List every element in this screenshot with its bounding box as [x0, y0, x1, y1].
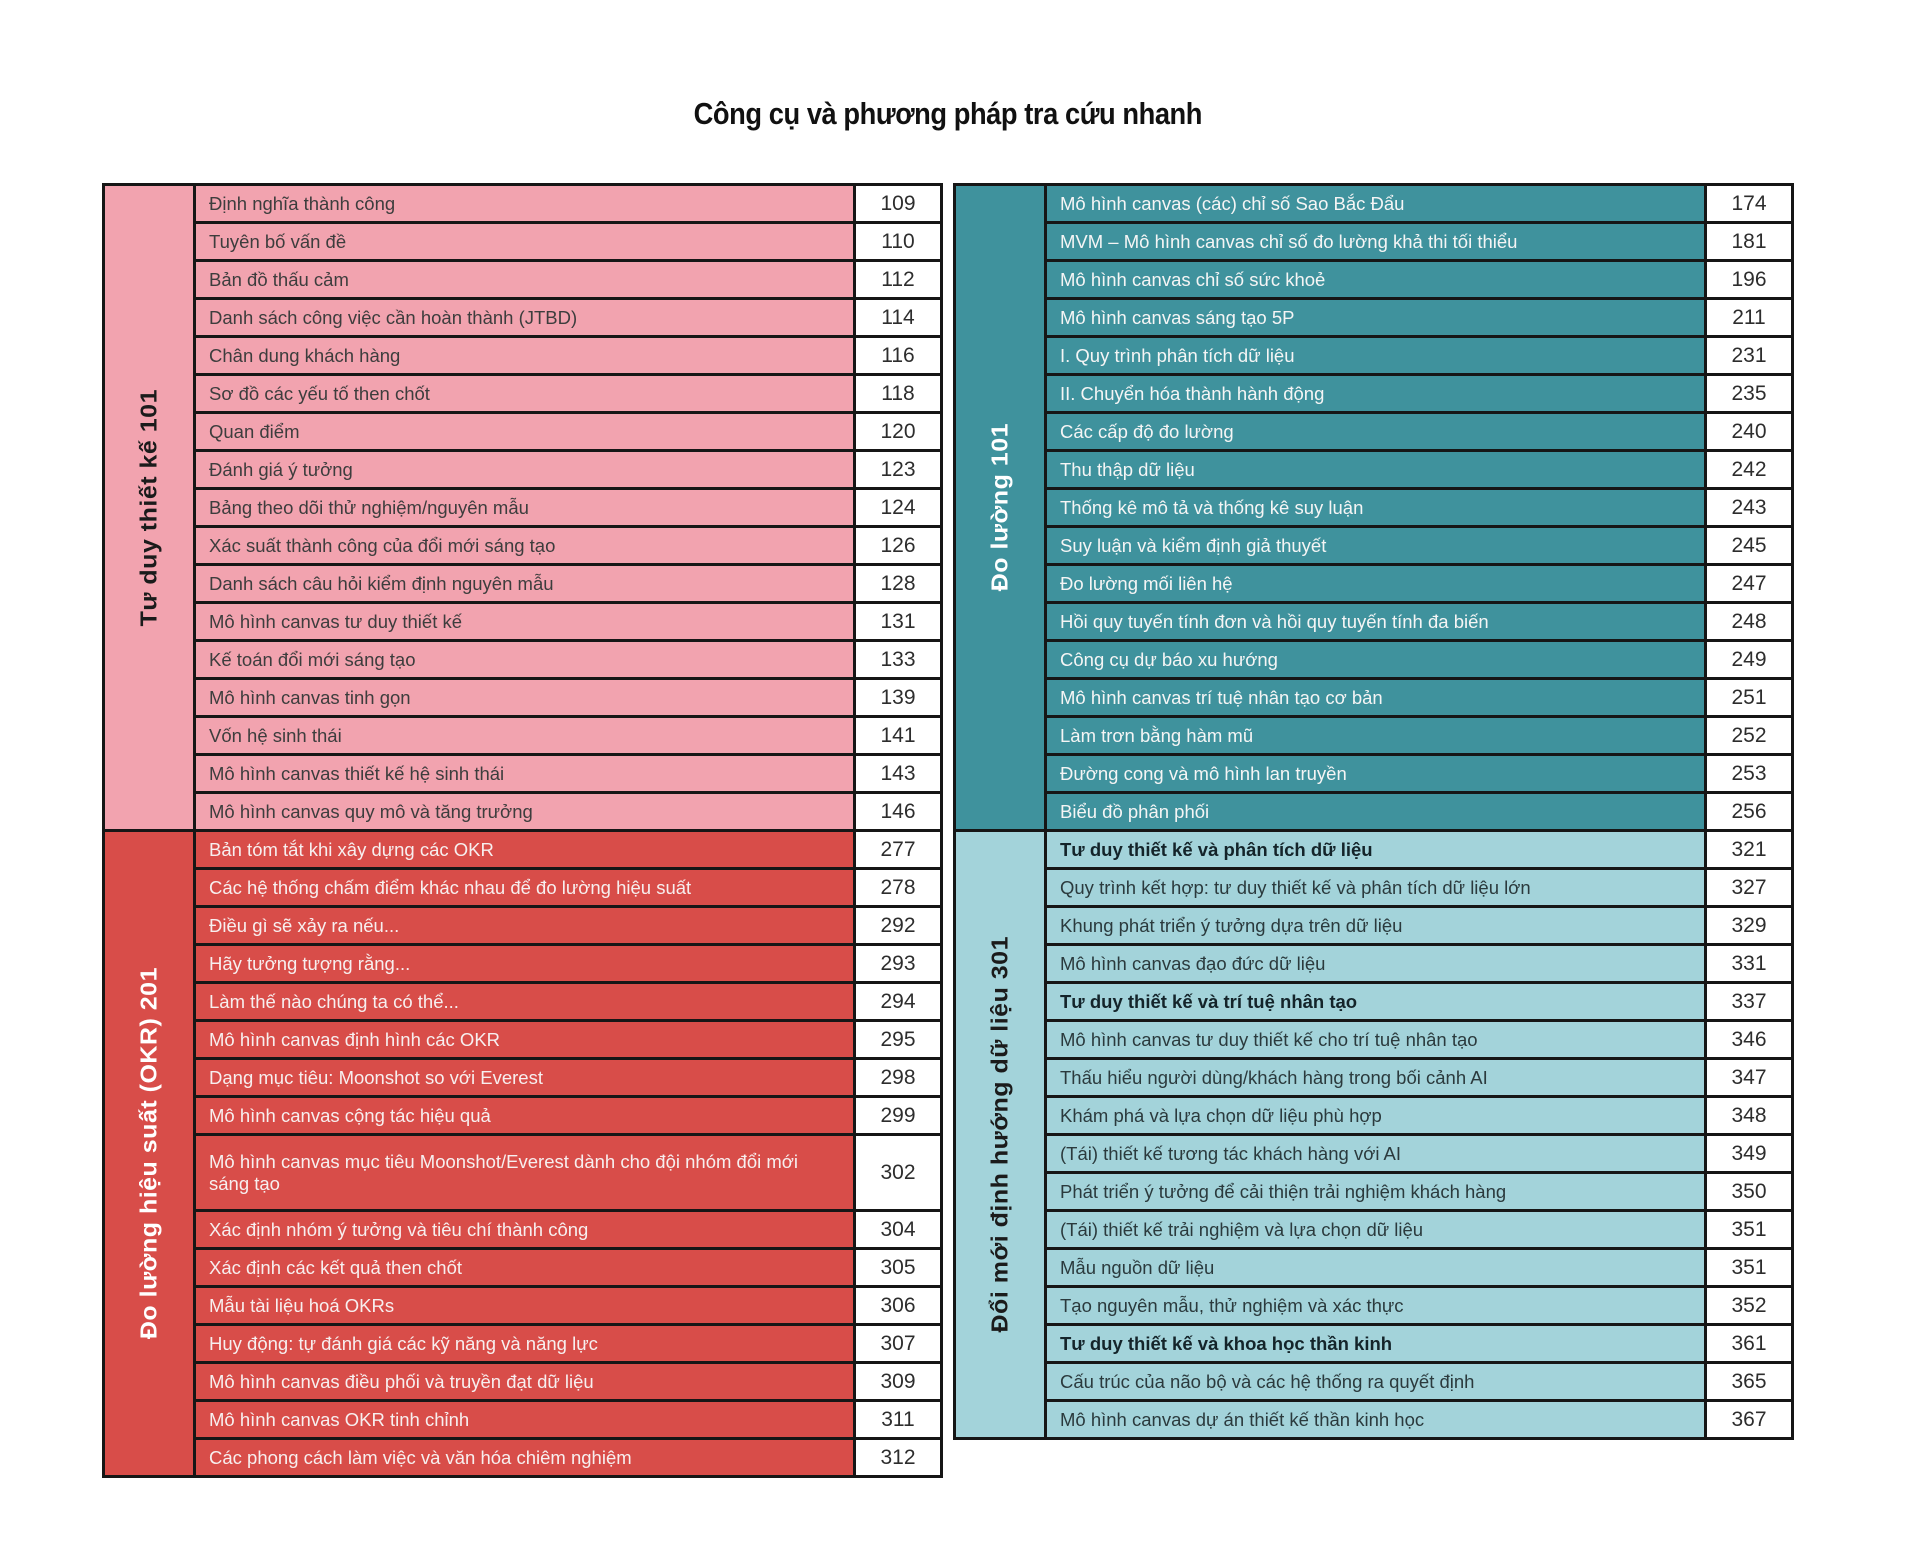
- toc-entry: [1047, 186, 1704, 221]
- page-number-cell: [1707, 1364, 1791, 1399]
- toc-entry-title: Mô hình canvas quy mô và tăng trưởng: [209, 800, 533, 822]
- toc-entry-title: Xác định các kết quả then chốt: [209, 1256, 463, 1278]
- page-number: 311: [881, 1407, 915, 1431]
- toc-entry-title: Mô hình canvas tư duy thiết kế cho trí tuệ nhân tạo: [1060, 1028, 1478, 1050]
- toc-entry: [1047, 794, 1704, 829]
- toc-entry-title: Các phong cách làm việc và văn hóa chiêm nghiệm: [209, 1446, 632, 1468]
- page-number-cell: [856, 1288, 940, 1323]
- toc-entry: [196, 1136, 853, 1209]
- page-number-cell: [1707, 1212, 1791, 1247]
- page-number: 352: [1731, 1293, 1767, 1317]
- page-number-cell: [856, 1212, 940, 1247]
- page-number-cell: [1707, 718, 1791, 753]
- page-number-cell: [856, 946, 940, 981]
- page-number: 128: [880, 571, 916, 595]
- page-number-cell: [1707, 870, 1791, 905]
- toc-entry: [196, 566, 853, 601]
- toc-entry: [1047, 376, 1704, 411]
- page-number-cell: [856, 1364, 940, 1399]
- page-number-cell: [856, 1440, 940, 1475]
- toc-entry: [196, 376, 853, 411]
- page-number: 240: [1731, 419, 1767, 443]
- page-number-cell: [1707, 262, 1791, 297]
- section-title-text: Đo lường 101: [986, 423, 1013, 592]
- toc-entry-title: Cấu trúc của não bộ và các hệ thống ra quyết định: [1060, 1370, 1475, 1392]
- page-number: 346: [1731, 1027, 1767, 1051]
- page-number-cell: [1707, 1250, 1791, 1285]
- page-number-cell: [856, 604, 940, 639]
- page-number: 124: [880, 495, 916, 519]
- toc-entry: [1047, 946, 1704, 981]
- page-number: 235: [1731, 381, 1767, 405]
- toc-entry: [1047, 1288, 1704, 1323]
- toc-entry-title: Đo lường mối liên hệ: [1060, 572, 1233, 594]
- page-number: 327: [1731, 875, 1767, 899]
- toc-entry: [196, 1022, 853, 1057]
- toc-entry-title: Mô hình canvas (các) chỉ số Sao Bắc Đẩu: [1060, 192, 1405, 214]
- page-number-cell: [1707, 490, 1791, 525]
- page-number-cell: [1707, 832, 1791, 867]
- page-number: 248: [1731, 609, 1767, 633]
- toc-entry-title: Quan điểm: [209, 420, 300, 442]
- page-number-cell: [856, 870, 940, 905]
- toc-entry-title: Đánh giá ý tưởng: [209, 458, 353, 480]
- page-number-cell: [856, 680, 940, 715]
- toc-entry-title: Dạng mục tiêu: Moonshot so với Everest: [209, 1066, 543, 1088]
- toc-entry-title: Khung phát triển ý tưởng dựa trên dữ liệu: [1060, 914, 1403, 936]
- toc-entry-title: Phát triển ý tưởng để cải thiện trải nghiệm khách hàng: [1060, 1180, 1507, 1202]
- page-number-cell: [856, 414, 940, 449]
- toc-entry: [196, 946, 853, 981]
- page-number: 321: [1731, 837, 1767, 861]
- toc-entry: [196, 1250, 853, 1285]
- page-number: 123: [880, 457, 916, 481]
- page-number-cell: [1707, 604, 1791, 639]
- page-number-cell: [1707, 224, 1791, 259]
- page-number: 331: [1731, 951, 1767, 975]
- toc-entry: [196, 1402, 853, 1437]
- toc-entry: [1047, 1136, 1704, 1171]
- toc-entry: [196, 1098, 853, 1133]
- toc-entry-title: Khám phá và lựa chọn dữ liệu phù hợp: [1060, 1104, 1382, 1126]
- toc-entry: [1047, 1212, 1704, 1247]
- toc-entry: [196, 528, 853, 563]
- toc-entry-title: Tuyên bố vấn đề: [209, 230, 347, 252]
- toc-entry: [1047, 528, 1704, 563]
- toc-entry-title: Mô hình canvas sáng tạo 5P: [1060, 306, 1295, 328]
- page-number: 116: [881, 343, 915, 367]
- page-number-cell: [856, 490, 940, 525]
- toc-entry-title: Tư duy thiết kế và trí tuệ nhân tạo: [1060, 990, 1358, 1012]
- toc-entry-title: Mô hình canvas tinh gọn: [209, 686, 411, 708]
- title-area: [102, 96, 1794, 132]
- toc-entry: [196, 186, 853, 221]
- toc-entry-title: Mô hình canvas thiết kế hệ sinh thái: [209, 762, 505, 784]
- page-number: 351: [1731, 1255, 1767, 1279]
- toc-entry: [196, 680, 853, 715]
- page-number: 309: [880, 1369, 916, 1393]
- toc-entry: [196, 490, 853, 525]
- section-label-okr-201: [105, 832, 193, 1475]
- page-number-cell: [856, 718, 940, 753]
- page-number: 299: [880, 1103, 916, 1127]
- toc-entry: [1047, 604, 1704, 639]
- page-number: 294: [880, 989, 916, 1013]
- page-number: 292: [880, 913, 916, 937]
- toc-entry-title: Kế toán đổi mới sáng tạo: [209, 648, 416, 670]
- toc-entry: [196, 338, 853, 373]
- page-number: 112: [881, 267, 915, 291]
- page-number-cell: [1707, 566, 1791, 601]
- toc-entry: [1047, 1022, 1704, 1057]
- page-number-cell: [1707, 794, 1791, 829]
- toc-entry-title: Mô hình canvas tư duy thiết kế: [209, 610, 463, 632]
- toc-entry: [1047, 338, 1704, 373]
- page-number: 110: [881, 229, 915, 253]
- page-number: 361: [1731, 1331, 1767, 1355]
- page-number-cell: [856, 224, 940, 259]
- toc-entry-title: Mô hình canvas cộng tác hiệu quả: [209, 1104, 491, 1126]
- page-number-cell: [1707, 908, 1791, 943]
- page-number: 143: [880, 761, 916, 785]
- page-number: 256: [1731, 799, 1767, 823]
- page-number-cell: [1707, 452, 1791, 487]
- toc-entry-title: Làm trơn bằng hàm mũ: [1060, 724, 1254, 746]
- page-title: Công cụ và phương pháp tra cứu nhanh: [693, 96, 1203, 131]
- toc-entry: [196, 1288, 853, 1323]
- toc-entry-title: Mô hình canvas dự án thiết kế thần kinh học: [1060, 1408, 1425, 1430]
- page-number: 196: [1731, 267, 1767, 291]
- toc-entry: [1047, 300, 1704, 335]
- page-number-cell: [1707, 300, 1791, 335]
- section-title-text: Đo lường hiệu suất (OKR) 201: [135, 967, 162, 1340]
- page-number-cell: [1707, 414, 1791, 449]
- toc-entry-title: Mô hình canvas mục tiêu Moonshot/Everest dành cho đội nhóm đổi mới sáng tạo: [209, 1151, 799, 1194]
- toc-entry-title: Mẫu tài liệu hoá OKRs: [209, 1294, 395, 1316]
- page-number-cell: [856, 262, 940, 297]
- page-number: 312: [880, 1445, 916, 1469]
- page-number: 181: [1731, 229, 1767, 253]
- toc-entry: [1047, 1402, 1704, 1437]
- toc-entry: [1047, 224, 1704, 259]
- toc-entry: [1047, 832, 1704, 867]
- toc-entry-title: Danh sách công việc cần hoàn thành (JTBD): [209, 306, 578, 328]
- page-number: 350: [1731, 1179, 1767, 1203]
- toc-entry: [196, 224, 853, 259]
- toc-entry: [196, 756, 853, 791]
- toc-entry-title: Mẫu nguồn dữ liệu: [1060, 1256, 1215, 1278]
- page-number-cell: [1707, 1022, 1791, 1057]
- page-number-cell: [856, 1136, 940, 1209]
- toc-entry: [196, 300, 853, 335]
- page-number-cell: [856, 1326, 940, 1361]
- toc-entry: [196, 604, 853, 639]
- page-number: 304: [880, 1217, 916, 1241]
- page-number-cell: [1707, 376, 1791, 411]
- toc-entry-title: Điều gì sẽ xảy ra nếu...: [209, 914, 400, 936]
- page-number-cell: [856, 908, 940, 943]
- toc-entry-title: Xác định nhóm ý tưởng và tiêu chí thành công: [209, 1218, 589, 1240]
- page-number: 126: [880, 533, 916, 557]
- toc-entry: [1047, 414, 1704, 449]
- page-number: 306: [880, 1293, 916, 1317]
- toc-entry-title: Mô hình canvas đạo đức dữ liệu: [1060, 952, 1326, 974]
- toc-entry: [1047, 490, 1704, 525]
- section-label-design-thinking-101: [105, 186, 193, 829]
- toc-entry: [1047, 1060, 1704, 1095]
- toc-entry-title: II. Chuyển hóa thành hành động: [1060, 382, 1325, 404]
- toc-entry-title: Các hệ thống chấm điểm khác nhau để đo lường hiệu suất: [209, 876, 692, 898]
- toc-entry: [196, 1060, 853, 1095]
- page-number: 139: [880, 685, 916, 709]
- page-number: 302: [880, 1160, 916, 1184]
- toc-entry: [196, 414, 853, 449]
- page-number-cell: [856, 794, 940, 829]
- page-number: 247: [1731, 571, 1767, 595]
- toc-entry: [196, 832, 853, 867]
- page-number-cell: [1707, 1402, 1791, 1437]
- page-number: 337: [1731, 989, 1767, 1013]
- page-number: 278: [880, 875, 916, 899]
- page-number: 351: [1731, 1217, 1767, 1241]
- page-number-cell: [1707, 946, 1791, 981]
- page-number: 146: [880, 799, 916, 823]
- page-number-cell: [856, 832, 940, 867]
- page-number-cell: [856, 642, 940, 677]
- page-number-cell: [1707, 1326, 1791, 1361]
- toc-entry: [1047, 262, 1704, 297]
- toc-entry-title: Sơ đồ các yếu tố then chốt: [209, 382, 430, 404]
- page-number: 347: [1731, 1065, 1767, 1089]
- toc-entry: [196, 642, 853, 677]
- page-number: 349: [1731, 1141, 1767, 1165]
- toc-entry: [196, 1326, 853, 1361]
- page-number: 114: [881, 305, 915, 329]
- toc-entry: [196, 870, 853, 905]
- toc-entry-title: Quy trình kết hợp: tư duy thiết kế và phân tích dữ liệu lớn: [1060, 876, 1531, 898]
- page-number-cell: [856, 1402, 940, 1437]
- page-number-cell: [856, 756, 940, 791]
- toc-tables: [102, 183, 1794, 1478]
- toc-entry-title: Mô hình canvas OKR tinh chỉnh: [209, 1408, 470, 1430]
- page-number-cell: [1707, 1136, 1791, 1171]
- page-number: 277: [880, 837, 916, 861]
- page-number: 293: [880, 951, 916, 975]
- toc-entry: [1047, 1098, 1704, 1133]
- toc-entry-title: Thấu hiểu người dùng/khách hàng trong bối cảnh AI: [1060, 1066, 1488, 1088]
- toc-entry: [1047, 566, 1704, 601]
- toc-entry-title: Tư duy thiết kế và phân tích dữ liệu: [1060, 838, 1373, 860]
- toc-entry: [1047, 1326, 1704, 1361]
- page-number-cell: [1707, 1098, 1791, 1133]
- page-number: 242: [1731, 457, 1767, 481]
- page-number-cell: [1707, 1288, 1791, 1323]
- page-number: 243: [1731, 495, 1767, 519]
- toc-entry: [196, 452, 853, 487]
- page-number-cell: [856, 338, 940, 373]
- toc-entry-title: Mô hình canvas định hình các OKR: [209, 1028, 501, 1050]
- page-number-cell: [1707, 680, 1791, 715]
- toc-entry-title: Xác suất thành công của đổi mới sáng tạo: [209, 534, 556, 556]
- page-number: 109: [880, 191, 916, 215]
- toc-entry-title: Bản tóm tắt khi xây dựng các OKR: [209, 838, 494, 860]
- toc-entry-title: Thu thập dữ liệu: [1060, 458, 1195, 480]
- page-number-cell: [1707, 756, 1791, 791]
- section-title-text: Tư duy thiết kế 101: [135, 388, 162, 627]
- toc-entry: [196, 908, 853, 943]
- toc-entry-title: Chân dung khách hàng: [209, 344, 401, 366]
- toc-entry: [1047, 718, 1704, 753]
- toc-entry-title: Mô hình canvas chỉ số sức khoẻ: [1060, 268, 1326, 290]
- toc-entry: [196, 262, 853, 297]
- page-number: 365: [1731, 1369, 1767, 1393]
- page-number-cell: [856, 1022, 940, 1057]
- toc-entry: [196, 1440, 853, 1475]
- toc-entry-title: Bản đồ thấu cảm: [209, 268, 349, 290]
- toc-entry-title: Định nghĩa thành công: [209, 192, 396, 214]
- toc-entry-title: Mô hình canvas trí tuệ nhân tạo cơ bản: [1060, 686, 1383, 708]
- page-number: 295: [880, 1027, 916, 1051]
- page-number-cell: [856, 528, 940, 563]
- toc-entry: [1047, 1174, 1704, 1209]
- toc-entry: [1047, 908, 1704, 943]
- toc-entry-title: Vốn hệ sinh thái: [209, 724, 342, 746]
- toc-entry-title: Làm thế nào chúng ta có thể...: [209, 990, 459, 1012]
- page-number-cell: [856, 300, 940, 335]
- page-number: 118: [881, 381, 915, 405]
- toc-entry: [1047, 756, 1704, 791]
- page-number: 133: [880, 647, 916, 671]
- section-title-text: Đổi mới định hướng dữ liệu 301: [986, 936, 1013, 1333]
- toc-entry: [196, 718, 853, 753]
- toc-entry: [1047, 642, 1704, 677]
- page-number: 131: [880, 609, 916, 633]
- toc-entry-title: Các cấp độ đo lường: [1060, 420, 1234, 442]
- toc-entry: [1047, 452, 1704, 487]
- page-number: 174: [1731, 191, 1767, 215]
- toc-entry-title: Suy luận và kiểm định giả thuyết: [1060, 534, 1327, 556]
- page-number: 348: [1731, 1103, 1767, 1127]
- page-number: 329: [1731, 913, 1767, 937]
- right-table-column: [953, 183, 1794, 1440]
- toc-entry: [196, 1212, 853, 1247]
- toc-entry-title: Huy động: tự đánh giá các kỹ năng và năng lực: [209, 1332, 598, 1354]
- page-number-cell: [1707, 1060, 1791, 1095]
- page-number-cell: [856, 984, 940, 1019]
- page-number-cell: [1707, 1174, 1791, 1209]
- toc-entry-title: Danh sách câu hỏi kiểm định nguyên mẫu: [209, 572, 554, 594]
- page-number: 252: [1731, 723, 1767, 747]
- page-number-cell: [856, 1250, 940, 1285]
- toc-entry-title: Hãy tưởng tượng rằng...: [209, 952, 411, 974]
- toc-entry-title: Biểu đồ phân phối: [1060, 800, 1210, 822]
- toc-entry-title: MVM – Mô hình canvas chỉ số đo lường khả thi tối thiểu: [1060, 230, 1518, 252]
- page-number: 298: [880, 1065, 916, 1089]
- toc-entry-title: Hồi quy tuyến tính đơn và hồi quy tuyến tính đa biến: [1060, 610, 1489, 632]
- toc-entry-title: Thống kê mô tả và thống kê suy luận: [1060, 496, 1364, 518]
- page-number-cell: [856, 566, 940, 601]
- page-number: 305: [880, 1255, 916, 1279]
- toc-entry-title: Tư duy thiết kế và khoa học thần kinh: [1060, 1332, 1393, 1354]
- page-number-cell: [1707, 186, 1791, 221]
- toc-entry-title: (Tái) thiết kế trải nghiệm và lựa chọn dữ liệu: [1060, 1218, 1424, 1240]
- page-number-cell: [856, 452, 940, 487]
- section-label-data-driven-innovation-301: [956, 832, 1044, 1437]
- toc-entry-title: Tạo nguyên mẫu, thử nghiệm và xác thực: [1060, 1294, 1404, 1316]
- toc-entry-title: (Tái) thiết kế tương tác khách hàng với AI: [1060, 1142, 1402, 1164]
- toc-entry: [1047, 680, 1704, 715]
- page-number-cell: [1707, 984, 1791, 1019]
- page-number: 141: [880, 723, 916, 747]
- toc-entry: [1047, 1364, 1704, 1399]
- page-number-cell: [856, 376, 940, 411]
- toc-entry-title: Mô hình canvas điều phối và truyền đạt dữ liệu: [209, 1370, 594, 1392]
- page-number-cell: [1707, 338, 1791, 373]
- section-label-measurement-101: [956, 186, 1044, 829]
- page-number: 231: [1731, 343, 1767, 367]
- page-number-cell: [1707, 528, 1791, 563]
- toc-entry-title: Bảng theo dõi thử nghiệm/nguyên mẫu: [209, 496, 529, 518]
- page-number-cell: [1707, 642, 1791, 677]
- page-number: 253: [1731, 761, 1767, 785]
- toc-entry: [196, 794, 853, 829]
- page-number-cell: [856, 1060, 940, 1095]
- page-number: 211: [1732, 305, 1766, 329]
- page-number: 307: [880, 1331, 916, 1355]
- page-number-cell: [856, 186, 940, 221]
- toc-entry: [1047, 1250, 1704, 1285]
- page-number: 120: [880, 419, 916, 443]
- page-number: 251: [1731, 685, 1767, 709]
- page-number-cell: [856, 1098, 940, 1133]
- page-number: 249: [1731, 647, 1767, 671]
- page-number: 245: [1731, 533, 1767, 557]
- toc-entry: [1047, 870, 1704, 905]
- toc-entry-title: I. Quy trình phân tích dữ liệu: [1060, 344, 1295, 366]
- toc-entry: [196, 1364, 853, 1399]
- toc-entry-title: Công cụ dự báo xu hướng: [1060, 648, 1278, 670]
- toc-entry: [1047, 984, 1704, 1019]
- toc-entry: [196, 984, 853, 1019]
- page-number: 367: [1731, 1407, 1767, 1431]
- toc-entry-title: Đường cong và mô hình lan truyền: [1060, 762, 1347, 784]
- left-table-column: [102, 183, 943, 1478]
